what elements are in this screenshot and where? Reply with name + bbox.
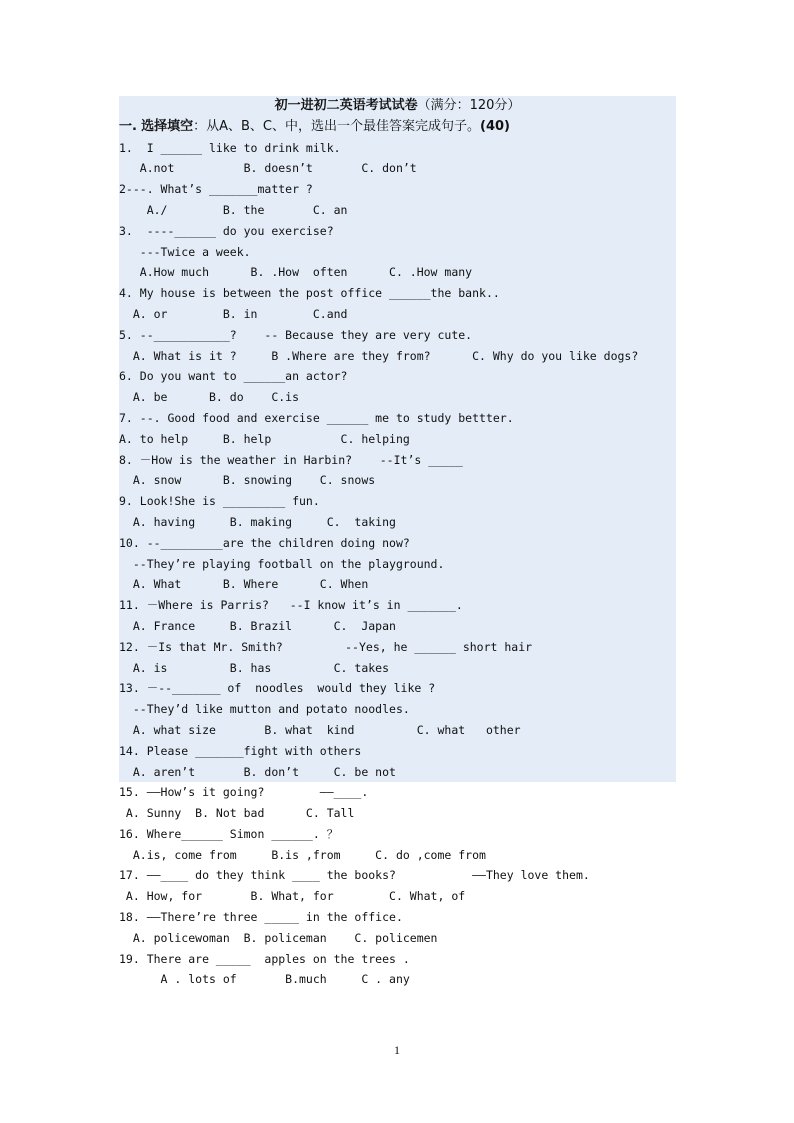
option-line: A. what size B. what kind C. what other: [119, 722, 521, 737]
option-line: A. snow B. snowing C. snows: [119, 473, 376, 488]
option-line: A.How much B. .How often C. .How many: [119, 265, 473, 280]
section-instruction: ：从A、B、C、中，选出一个最佳答案完成句子。: [193, 118, 480, 134]
question-line: 11. －Where is Parris? --I know it’s in _______.: [119, 598, 463, 613]
page-title: [119, 96, 676, 117]
option-line: A. policewoman B. policeman C. policemen: [119, 930, 438, 945]
question-line: 1. I ______ like to drink milk.: [119, 140, 341, 155]
section-number: 一.: [119, 118, 137, 134]
question-line: 9. Look!She is _________ fun.: [119, 494, 320, 509]
title-score: （满分：120分）: [417, 98, 521, 113]
option-line: A. France B. Brazil C. Japan: [119, 618, 396, 633]
question-line: 15. ——How’s it going? ——____.: [119, 785, 369, 800]
option-line: A. be B. do C.is: [119, 390, 300, 405]
option-line: A. What is it ? B .Where are they from? C. Why do you like dogs?: [119, 348, 639, 363]
section-points: (40): [480, 118, 510, 134]
option-line: A. or B. in C.and: [119, 306, 348, 321]
question-line: 7. --. Good food and exercise ______ me to study bettter.: [119, 410, 514, 425]
question-line: 12. －Is that Mr. Smith? --Yes, he ______ short hair: [119, 639, 533, 654]
question-line: 18. ——There’re three _____ in the office.: [119, 910, 403, 925]
question-line: 6. Do you want to ______an actor?: [119, 369, 348, 384]
option-line: A.not B. doesn’t C. don’t: [119, 161, 417, 176]
dialog-line: --They’d like mutton and potato noodles.: [119, 702, 410, 717]
option-line: A. Sunny B. Not bad C. Tall: [119, 806, 355, 821]
question-line: 10. --_________are the children doing now?: [119, 535, 410, 550]
question-line: 8. －How is the weather in Harbin? --It’s _____: [119, 452, 463, 467]
option-line: A. to help B. help C. helping: [119, 431, 410, 446]
question-line: 14. Please _______fight with others: [119, 743, 362, 758]
question-line: 17. ——____ do they think ____ the books? ——They love them.: [119, 868, 590, 883]
option-line: A . lots of B.much C . any: [119, 972, 410, 987]
page-number: 1: [394, 1043, 400, 1057]
question-line: 2---. What’s _______matter ?: [119, 182, 313, 197]
question-line: 4. My house is between the post office ______the bank..: [119, 286, 500, 301]
dialog-line: --They’re playing football on the playground.: [119, 556, 445, 571]
section-heading: [119, 117, 719, 138]
question-line: 3. ----______ do you exercise?: [119, 223, 334, 238]
option-line: A. aren’t B. don’t C. be not: [119, 764, 396, 779]
option-line: A. is B. has C. takes: [119, 660, 390, 675]
title-text: 初一进初二英语考试试卷: [274, 98, 418, 113]
exam-body: [119, 96, 719, 990]
question-line: 13. －--_______ of noodles would they like ?: [119, 681, 436, 696]
dialog-line: ---Twice a week.: [119, 244, 251, 259]
option-line: A./ B. the C. an: [119, 202, 348, 217]
question-line: 5. --___________? -- Because they are very cute.: [119, 327, 473, 342]
question-line: 19. There are _____ apples on the trees .: [119, 951, 410, 966]
option-line: A. What B. Where C. When: [119, 577, 369, 592]
section-title: 选择填空: [141, 118, 194, 134]
option-line: A.is, come from B.is ,from C. do ,come from: [119, 847, 486, 862]
option-line: A. How, for B. What, for C. What, of: [119, 889, 466, 904]
question-line: 16. Where______ Simon ______. ？: [119, 826, 339, 841]
option-line: A. having B. making C. taking: [119, 514, 396, 529]
